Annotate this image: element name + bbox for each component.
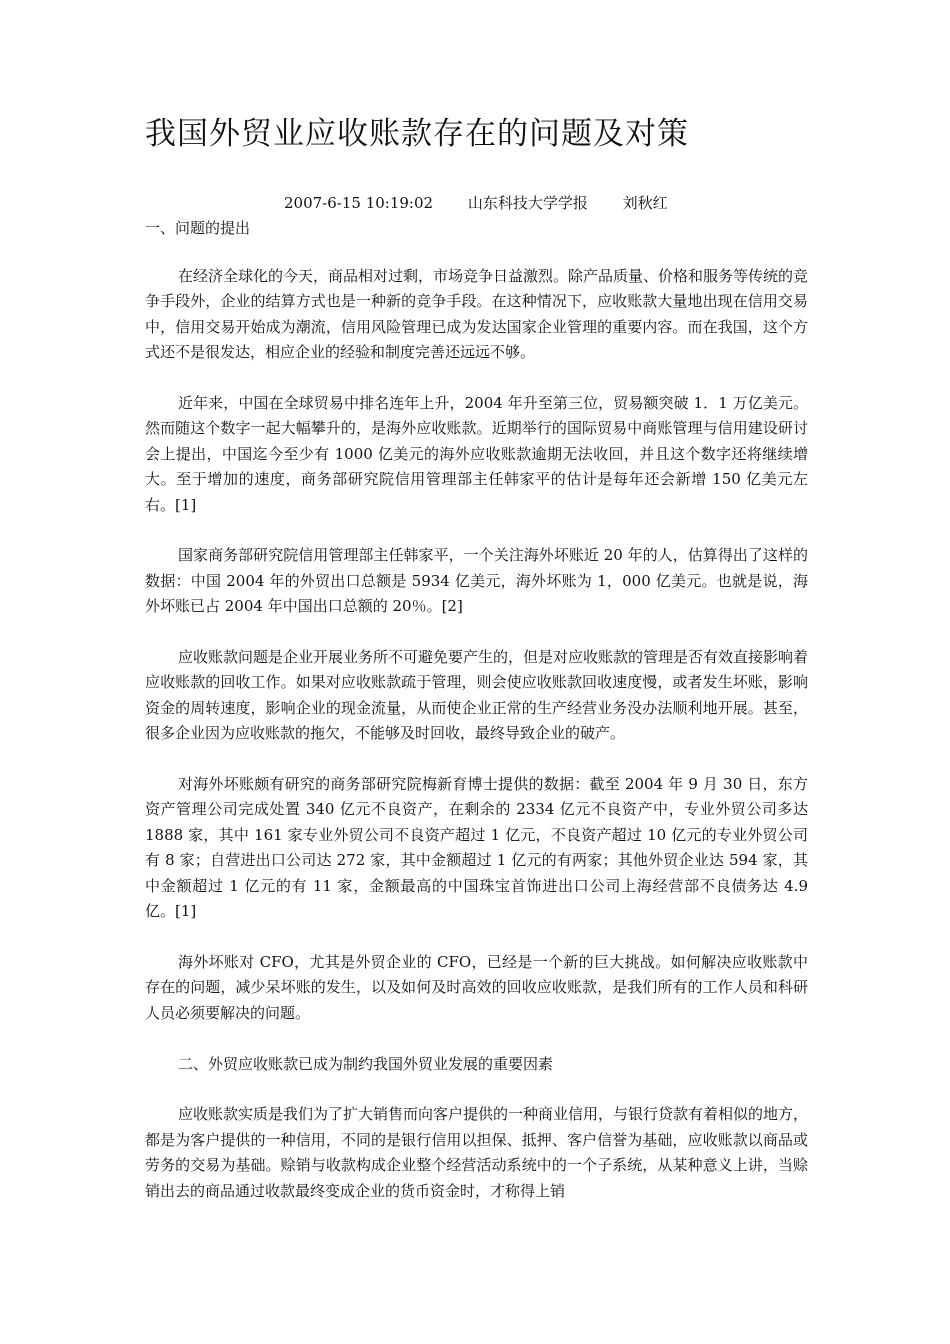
paragraph: 近年来，中国在全球贸易中排名连年上升，2004 年升至第三位，贸易额突破 1．1 万亿美元。然而随这个数字一起大幅攀升的，是海外应收账款。近期举行的国际贸易中商账管理与信用建设研讨会上提出，中国迄今至少有 1000 亿美元的海外应收账款逾期无法收回，并且这个数字还将继续增大。至于增加的速度，商务部研究院信用管理部主任韩家平的估计是每年还会新增 150 亿美元左右。[1] [145,394,808,514]
publish-datetime: 2007-6-15 10:19:02 [284,194,434,212]
article-body [145,264,808,1204]
section-heading-2: 二、外贸应收账款已成为制约我国外贸业发展的重要因素 [178,1054,554,1073]
paragraph: 国家商务部研究院信用管理部主任韩家平，一个关注海外坏账近 20 年的人，估算得出了这样的数据：中国 2004 年的外贸出口总额是 5934 亿美元，海外坏账为 1，000 亿美元。也就是说，海外坏账已占 2004 年中国出口总额的 20％。[2] [145,546,808,616]
paragraph: 对海外坏账颇有研究的商务部研究院梅新育博士提供的数据：截至 2004 年 9 月 30 日，东方资产管理公司完成处置 340 亿元不良资产，在剩余的 2334 亿元不良资产中，专业外贸公司多达 1888 家，其中 161 家专业外贸公司不良资产超过 1 亿元，不良资产超过 10 亿元的专业外贸公司有 8 家；自营进出口公司达 272 家，其中金额超过 1 亿元的有两家；其他外贸企业达 594 家，其中金额超过 1 亿元的有 11 家，金额最高的中国珠宝首饰进出口公司上海经营部不良债务达 4.9 亿。[1] [145,775,808,921]
document-title: 我国外贸业应收账款存在的问题及对策 [145,116,689,152]
paragraph: 海外坏账对 CFO，尤其是外贸企业的 CFO，已经是一个新的巨大挑战。如何解决应收账款中存在的问题，减少呆坏账的发生，以及如何及时高效的回收应收账款，是我们所有的工作人员和科研人员必须要解决的问题。 [145,952,808,1022]
article-meta [284,192,668,213]
paragraph: 应收账款实质是我们为了扩大销售而向客户提供的一种商业信用，与银行贷款有着相似的地方，都是为客户提供的一种信用，不同的是银行信用以担保、抵押、客户信誉为基础，应收账款以商品或劳务的交易为基础。赊销与收款构成企业整个经营活动系统中的一个子系统，从某种意义上讲，当赊销出去的商品通过收款最终变成企业的货币资金时，才称得上销 [145,1105,809,1200]
source-journal: 山东科技大学学报 [467,194,588,212]
paragraph: 应收账款问题是企业开展业务所不可避免要产生的，但是对应收账款的管理是否有效直接影响着应收账款的回收工作。如果对应收账款疏于管理，则会使应收账款回收速度慢，或者发生坏账，影响资金的周转速度，影响企业的现金流量，从而使企业正常的生产经营业务没办法顺利地开展。甚至，很多企业因为应收账款的拖欠，不能够及时回收，最终导致企业的破产。 [145,648,809,743]
author-name: 刘秋红 [622,194,668,212]
paragraph: 在经济全球化的今天，商品相对过剩，市场竞争日益激烈。除产品质量、价格和服务等传统的竞争手段外，企业的结算方式也是一种新的竞争手段。在这种情况下，应收账款大量地出现在信用交易中，信用交易开始成为潮流，信用风险管理已成为发达国家企业管理的重要内容。而在我国，这个方式还不是很发达，相应企业的经验和制度完善还远远不够。 [145,267,809,362]
section-heading-1: 一、问题的提出 [145,219,251,237]
